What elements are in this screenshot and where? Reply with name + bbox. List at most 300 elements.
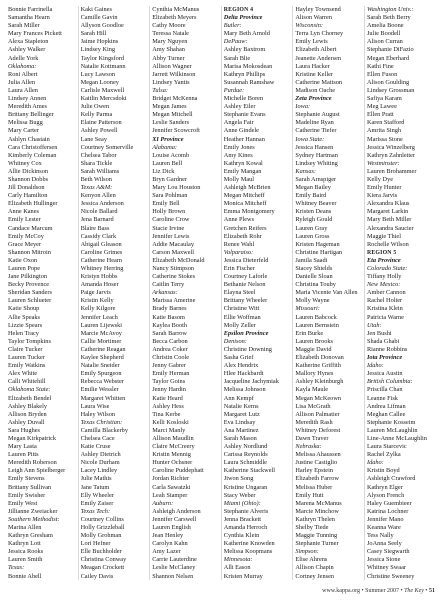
member-name: Maggie Tunning (295, 532, 338, 540)
member-name: Kayla Maule (295, 386, 329, 394)
member-name: Kathryn Zahnleiter (366, 151, 416, 159)
chapter-heading: Oklahoma: (8, 62, 37, 70)
member-name: Lucy Lawson (80, 70, 116, 78)
member-name: Tiffany Holly (366, 273, 402, 281)
member-name: Helen Tracy (8, 329, 39, 337)
member-name: Lauren Brooks (295, 337, 333, 345)
member-name: Kenyon Allen (80, 192, 116, 200)
member-name: Kaki Gaines (80, 6, 112, 13)
member-name: Elizabeth Bendel (8, 394, 52, 402)
member-name: Laura Hacker (295, 62, 330, 70)
member-name: Natalie Sneider (80, 362, 120, 370)
member-name: Jennifer Scowcroft (152, 127, 200, 135)
member-name: Bridget McKenna (152, 95, 198, 103)
member-name: Allison Wagner (152, 62, 192, 70)
member-name: Sara Pohlman (152, 192, 188, 200)
member-name: Shara Tickle (80, 159, 113, 167)
member-name: Mary Lou Houston (152, 184, 201, 192)
chapter-heading: Texas Tech: (80, 507, 111, 515)
member-name: Amanda Herroch (223, 524, 268, 531)
member-name: Stacy Weber (223, 491, 256, 499)
member-name: Sarah Miller (8, 22, 40, 30)
member-name: Margaret Lutz (223, 410, 260, 418)
member-name: Caroline Puddephatt (152, 467, 204, 475)
member-name: Stephanie DiFazio (366, 46, 414, 54)
member-name: Kristen Deans (295, 208, 332, 216)
chapter-heading: Minnesota: (223, 556, 253, 564)
member-name: Jessica Austin (366, 370, 403, 378)
member-name: Amy Shahan (152, 46, 185, 54)
member-name: Sara Hughes (8, 426, 41, 434)
member-name: Christine Witt (223, 305, 260, 313)
member-name: Lauren McLaughlin (366, 426, 418, 434)
column-5 (292, 6, 364, 580)
member-name: Kristen Murray (223, 572, 263, 580)
chapter-heading: British Columbia: (366, 378, 413, 386)
member-name: Louise Acomb (152, 151, 190, 159)
column-2 (78, 6, 150, 580)
member-name: Cortney Jensen (295, 572, 335, 580)
member-name: Carly Hamilton (8, 192, 48, 200)
member-name: Emily McCoy (8, 232, 44, 240)
member-name: Abby Turner (152, 54, 185, 62)
member-name: Carolyn Kahn (152, 540, 188, 548)
member-name: Jarrett Wilkinson (152, 70, 196, 78)
member-name: Jaime Hopkins (80, 38, 119, 46)
member-name: Claire McCreery (152, 443, 195, 451)
member-name: Whitney Cox (8, 159, 42, 167)
member-name: Leslie McClaney (152, 564, 196, 572)
member-name: Ann Kempf (223, 394, 254, 402)
footer-magazine: The Key (404, 588, 424, 594)
member-name: Candace Marcum (8, 224, 53, 232)
member-name: Kaylee Shepherd (80, 354, 124, 362)
member-name: Lindsey Annen (8, 95, 47, 103)
member-name: Allie Speaks (8, 313, 41, 321)
member-name: Addie Macaulay (152, 240, 194, 248)
member-name: Alison Warren (295, 14, 332, 22)
member-name: Line-Anne McLaughlin (366, 434, 427, 442)
chapter-heading: Tulsa: (152, 86, 168, 94)
member-name: Allison Chapin (295, 564, 334, 572)
member-name: Kristyn Hobbs (80, 273, 118, 281)
member-name: Jessica Dieterfeld (223, 256, 269, 264)
member-name: Lauren Tucker (8, 354, 45, 362)
member-name: Carla Sawatzki (152, 483, 191, 491)
member-name: Lauren Gray (295, 224, 328, 232)
member-name: Ashleigh Crawford (366, 475, 416, 483)
member-name: Monica Mitcheff (223, 200, 267, 208)
member-name: Maggie David (295, 345, 332, 353)
member-name: Amelia Boone (366, 22, 404, 30)
province-heading: Zeta Province (295, 95, 332, 103)
member-name: Cassidy Clark (80, 232, 117, 240)
member-name: Emily Lewis (295, 38, 328, 46)
member-name: Meg Lawee (366, 103, 397, 111)
member-name: Nicole Ballard (80, 208, 118, 216)
member-name: Susannah Ramshaw (223, 78, 275, 86)
member-name: Sarah Blie (223, 54, 251, 62)
member-name: Jean Henley (152, 532, 184, 540)
member-name: Molly Grohman (80, 532, 122, 540)
member-name: Roni Albert (8, 70, 38, 78)
member-name: Cathy Moore (152, 22, 186, 30)
member-name: Stephanie Alveris (223, 507, 269, 515)
chapter-heading: Auburn: (152, 499, 174, 507)
member-name: Cailey Davis (80, 572, 114, 580)
member-name: Christina Conway (80, 556, 127, 564)
member-name: Meagan Crockett (80, 564, 125, 572)
member-name: Sarah Barrow (152, 329, 187, 337)
member-name: Camilla Blackerby (80, 426, 128, 434)
member-name: Ashley Duvall (8, 418, 45, 426)
member-name: Renee Wahl (223, 240, 255, 248)
member-name: Alyson French (366, 491, 405, 499)
member-name: Carson Maxwell (152, 248, 194, 256)
member-name: Brittany Sullivan (8, 483, 52, 491)
member-name: Kathryn Phillips (223, 70, 266, 78)
member-name: Sarah Beth Berry (366, 14, 411, 22)
member-name: Lauren Bell (152, 159, 183, 167)
chapter-heading: Colorado State: (366, 265, 408, 272)
member-name: Mary Beth Arnold (223, 30, 270, 38)
member-name: Elizabeth Donovan (295, 354, 344, 362)
member-name: Stephanie Turner (295, 540, 339, 548)
province-heading: Epsilon Province (223, 329, 269, 337)
member-name: Carissa Reynolds (223, 451, 268, 459)
member-name: Emily West (8, 499, 38, 507)
member-name: Amy Lazer (152, 548, 181, 556)
member-name: Erin Fischer (223, 265, 255, 272)
chapter-heading: Texas Christian: (80, 418, 123, 426)
member-name: Laura Schmiddle (223, 459, 267, 467)
member-name: Heather Hannan (223, 135, 265, 143)
member-name: Amanda Hoser (80, 281, 119, 289)
member-name: Megan James (152, 103, 187, 111)
chapter-heading: New Mexico: (366, 281, 401, 289)
member-name: Julie Mathis (80, 475, 112, 483)
chapter-heading: Denison: (223, 337, 247, 345)
member-name: Madison Oache (295, 86, 336, 94)
member-name: Lauren Smith (8, 556, 43, 564)
member-name: Kathryn Elger (366, 483, 403, 491)
member-name: Ashley Kleinburgh (295, 378, 344, 386)
member-name: Elle Buchholder (80, 548, 122, 556)
member-name: Jessica Winzelberg (366, 143, 415, 151)
member-name: Alexa Stapleton (8, 38, 49, 46)
member-name: Katie Heard (152, 394, 183, 402)
member-name: Kathryn Kowal (223, 159, 263, 167)
member-name: Megan Mitcheff (223, 192, 265, 200)
member-name: Lauren Babcock (295, 313, 337, 321)
member-name: Emily Hunter (366, 184, 402, 192)
member-name: Elizabeth McDonald (152, 256, 205, 264)
member-name: Carlisle Maxwell (80, 86, 125, 94)
member-name: Leanne Fisk (366, 394, 398, 402)
member-name: Kristin Kelly (80, 297, 114, 305)
member-name: Catherine Stokes (152, 273, 196, 281)
member-name: Lindsey Yantis (152, 78, 190, 86)
chapter-heading: Purdue: (223, 86, 245, 94)
member-name: Rachel Holter (366, 297, 403, 305)
chapter-heading: Butler: (223, 22, 242, 30)
member-name: Christina Touby (295, 281, 336, 289)
member-name: Whitney Herring (80, 265, 124, 272)
member-name: Lauren Gross (295, 232, 330, 240)
member-name: Kathryn Lott (8, 540, 41, 548)
member-name: Courtney Laforle (223, 273, 268, 281)
member-name: Caroline Crow (152, 216, 190, 224)
member-name: Mary Lasta (8, 443, 37, 451)
member-name: Sasha Grief (223, 354, 254, 362)
member-name: Catherine Reagan (80, 345, 126, 353)
member-name: Lisa McGrath (295, 402, 331, 410)
member-name: Caitlin Terry (152, 281, 185, 289)
member-name: Paige Jarvis (80, 289, 111, 297)
member-name: Hlee Hackbardt (223, 370, 264, 378)
member-name: Julie Boodell (366, 30, 401, 38)
member-name: Justine Castiglio (295, 459, 338, 467)
column-6 (364, 6, 436, 580)
chapter-heading: Washington Univ.: (366, 6, 414, 13)
member-name: Elizabeth Hullinger (8, 200, 58, 208)
member-name: Andrea Coker (152, 345, 188, 353)
chapter-heading: Nebraska: (295, 443, 322, 451)
member-name: Christine Downing (223, 345, 272, 353)
member-name: Julie Owen (80, 103, 110, 111)
member-name: Kristine Keller (295, 70, 333, 78)
page-footer (322, 588, 435, 594)
chapter-heading: Simpson: (295, 548, 319, 556)
province-heading: XI Province (152, 135, 184, 143)
member-name: Katie Shoup (8, 305, 40, 313)
member-name: Eva Lindsay (223, 418, 256, 426)
member-name: Bethanie Nelson (223, 281, 266, 289)
member-name: Harley Epstein (295, 467, 333, 475)
member-name: Lauren Pitts (8, 451, 39, 459)
member-name: Ashley Baxtrom (223, 46, 266, 54)
member-name: Meredith Roberson (8, 459, 57, 467)
member-name: Nicole Durham (80, 459, 120, 467)
column-3 (149, 6, 221, 580)
member-name: Stephanie August (295, 111, 340, 119)
member-name: Haley Guembieer (366, 499, 412, 507)
member-name: Melissa Bugg (8, 119, 43, 127)
member-name: Erin Burke (295, 329, 324, 337)
member-name: Andrea Lifman (366, 402, 406, 410)
member-name: Jacqueline Jachymiak (223, 378, 279, 386)
member-name: Allison Bryden (8, 410, 47, 418)
member-name: Stacey Shields (295, 265, 333, 272)
province-heading: Iota Province (366, 354, 403, 362)
member-name: Kristin Boyd (366, 467, 400, 475)
member-name: Casey Siegwarth (366, 548, 410, 556)
member-name: Calli Whitehill (8, 378, 46, 386)
member-name: Kristen Hageman (295, 240, 340, 248)
member-name: Samantha Hearn (8, 14, 50, 22)
member-name: Kathryn Gresham (8, 532, 53, 540)
member-name: Chelsea Tabor (80, 151, 117, 159)
province-heading: Eta Province (366, 256, 401, 264)
member-name: Stacie Irvine (152, 224, 185, 232)
member-name: Kimberly Coleman (8, 151, 57, 159)
member-name: Bonnie Abell (8, 572, 42, 580)
member-name: Elise Ahrens (295, 556, 328, 564)
member-name: Amrita Singh (366, 127, 402, 135)
member-name: Safiya Karam (366, 95, 402, 103)
member-name: Ashleigh Anderson (152, 507, 201, 515)
member-name: Ashley Eiler (223, 103, 256, 111)
member-name: Laura Wise (80, 402, 110, 410)
chapter-heading: Arkansas: (152, 289, 178, 297)
chapter-heading: Southern Methodist: (8, 515, 60, 523)
member-name: Taylor Kingsford (80, 54, 125, 62)
member-name: Megan Looney (80, 78, 119, 86)
member-name: Natalie Kerns (223, 402, 259, 410)
member-name: Jamila Saadi (295, 256, 328, 264)
member-name: Madeline Ryan (295, 119, 334, 127)
member-name: Marisa Mokosdean (223, 62, 273, 70)
member-name: Kelly Parma (80, 111, 113, 119)
footer-url: www.kappa.org (322, 588, 360, 594)
member-name: Anne Gindele (223, 127, 259, 135)
member-name: Laura Starcevic (366, 443, 407, 451)
member-name: Katie Basom (152, 313, 185, 321)
member-name: Ashlyn Chastain (8, 135, 50, 143)
member-name: Marci Manly (152, 426, 186, 434)
member-name: Ashleigh McBrien (223, 184, 271, 192)
member-name: Marena McManus (295, 499, 342, 507)
chapter-heading: Wisconsin: (295, 22, 324, 30)
member-name: Megan Mitchell (152, 111, 193, 119)
page-number: 51 (429, 588, 435, 594)
member-name: Dawn Traver (295, 434, 329, 442)
member-name: Emily Mangan (223, 167, 262, 175)
member-name: Anne Plews (223, 216, 255, 224)
member-name: Sydney Hartman (295, 151, 338, 159)
member-name: Emily Stevens (8, 475, 45, 483)
member-name: Teressa Natale (152, 30, 189, 38)
member-name: Lizzie Spears (8, 321, 43, 329)
member-name: Molly Wayne (295, 297, 330, 305)
member-name: Rachel Zylka (366, 451, 401, 459)
member-name: Katie Oxon (8, 256, 38, 264)
member-name: Bryn Gardner (152, 175, 187, 183)
chapter-heading: Westminster: (366, 159, 400, 167)
member-name: Jenny Gabrer (152, 362, 186, 370)
member-name: Brady Barnes (152, 305, 187, 313)
member-name: Christine Sweeney (366, 572, 415, 580)
member-name: Melissa Ahaussen (295, 451, 341, 459)
member-name: Ashley Walker (8, 46, 46, 54)
member-name: Catherine Hearn (80, 256, 123, 264)
member-name: Lauren Brohammer (366, 167, 417, 175)
member-name: Kristina Klein (366, 305, 403, 313)
member-name: Emily Hutt (295, 491, 324, 499)
footer-sep: • (361, 588, 366, 594)
member-name: Meghan Callee (366, 410, 406, 418)
member-name: Ashley Dietrich (80, 451, 121, 459)
member-name: Priscilla Chan (366, 386, 403, 394)
member-name: Leslie Sanders (152, 119, 190, 127)
member-name: Callie Mortimer (80, 337, 122, 345)
member-name: Cara Christoffersen (8, 143, 58, 151)
chapter-heading: Iowa State: (295, 135, 325, 143)
member-name: Holly Brown (152, 208, 186, 216)
member-name: Grace Meyer (8, 240, 42, 248)
member-name: Allison Maudlin (152, 434, 194, 442)
member-name: Jane Tatum (80, 483, 110, 491)
member-name: Emily Swisher (8, 491, 46, 499)
member-name: Kelly Dye (366, 175, 394, 183)
member-name: Elizabeth Rohr (223, 232, 262, 240)
member-name: Kelli Kosloski (152, 418, 189, 426)
chapter-heading: Valparaiso: (223, 248, 254, 256)
member-name: Emily Jones (223, 143, 255, 151)
member-name: Ellen Fuson (366, 70, 398, 78)
member-name: Terra Lyn Chorney (295, 30, 344, 38)
member-name: Megan Bailey (295, 184, 331, 192)
member-name: Elizabeth Albert (295, 46, 337, 54)
member-name: Emily Lester (8, 216, 41, 224)
member-name: Rebecca Webster (80, 378, 124, 386)
chapter-heading: Texas A&M: (80, 184, 113, 192)
member-name: Lauren Pope (8, 265, 40, 272)
member-name: Katrina Lochner (366, 507, 409, 515)
member-name: Allie Dickinson (8, 167, 49, 175)
member-name: Catherine Tiefer (295, 127, 337, 135)
member-name: Karen Stafford (366, 119, 405, 127)
member-name: Lauren English (152, 524, 191, 531)
member-name: Nancy Stimpson (152, 265, 194, 272)
member-name: Emily Baird (295, 192, 327, 200)
member-name: Maria Vicente Van Allen (295, 289, 358, 297)
member-name: Ashley Blakely (8, 402, 47, 410)
member-name: Molly Maul (223, 175, 255, 183)
chapter-heading: Utah: (366, 321, 382, 329)
member-name: Shada Ghabi (366, 337, 400, 345)
member-name: Katherine Stackwell (223, 467, 276, 475)
chapter-heading: Idaho: (366, 459, 384, 467)
member-name: Keanna Ware (366, 524, 401, 531)
member-name: Emily Herman (152, 370, 190, 378)
member-name: Sarah Williams (80, 167, 120, 175)
member-name: Shelby Tiede (295, 524, 329, 531)
member-name: Kathryn Thelen (295, 515, 335, 523)
member-name: Amber Cannon (366, 289, 406, 297)
member-name: Elayna Steel (223, 289, 256, 297)
chapter-heading: Texas: (8, 564, 25, 572)
member-name: Kristine Ungaran (223, 483, 268, 491)
member-name: Jen Bushi (366, 329, 392, 337)
chapter-heading: Iowa: (295, 103, 311, 111)
member-name: Jane Pilkington (8, 273, 48, 281)
member-name: Whitney Deforest (295, 426, 341, 434)
member-name: Sarah Arnspiger (295, 175, 337, 183)
member-name: Rianne Robbins (366, 345, 408, 353)
member-name: Camille Gavin (80, 14, 118, 22)
member-name: Taylor Tompkins (8, 337, 51, 345)
member-name: Hunter Ochsner (152, 459, 193, 467)
member-name: Beth Wilson (80, 175, 112, 183)
member-name: Brittany Bellinger (8, 111, 54, 119)
member-name: Becky Provence (8, 281, 50, 289)
member-name: Cynthia Klein (223, 532, 260, 540)
member-name: Kathi Fine (366, 62, 394, 70)
member-name: Claire Tucker (8, 345, 43, 353)
member-name: Emily Spurgeon (80, 370, 122, 378)
member-name: Emilie Wessler (80, 386, 119, 394)
